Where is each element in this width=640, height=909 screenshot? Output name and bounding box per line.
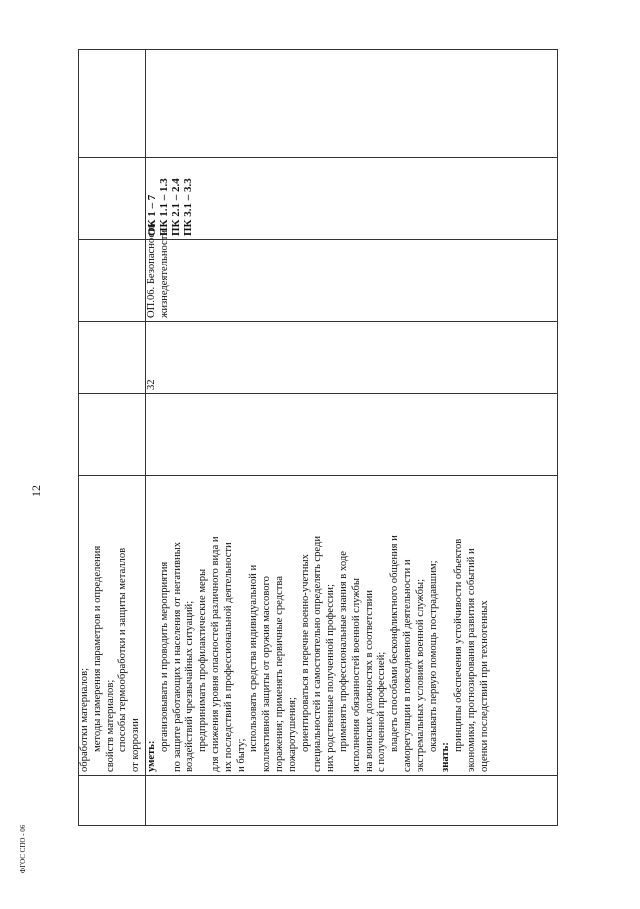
discipline-lines xyxy=(146,223,172,318)
empty-cell-main xyxy=(146,50,558,158)
text-line: на воинских должностях в соответствии xyxy=(363,590,375,772)
footer-label: ФГОС СПО - 06 xyxy=(19,824,27,874)
table-row-continuation xyxy=(79,50,146,826)
skills-lines xyxy=(159,479,441,772)
competency-code: ПК 1.1 – 1.3 xyxy=(158,178,170,236)
discipline-line: жизнедеятельности xyxy=(158,229,170,318)
text-line: обработки материалов; xyxy=(79,667,90,772)
curriculum-table xyxy=(78,49,558,826)
text-line: методы измерения параметров и определения xyxy=(91,545,103,752)
competency-code: ПК 3.1 – 3.3 xyxy=(182,178,194,236)
text-line: владеть способами бесконфликтного общения и xyxy=(389,535,401,752)
discipline-cell xyxy=(146,223,558,322)
text-line: оценки последствий при техногенных xyxy=(478,600,490,772)
text-line: предпринимать профилактические меры xyxy=(197,568,209,752)
competency-code: ПК 2.1 – 2.4 xyxy=(170,178,182,236)
knowledge-heading: знать: xyxy=(440,742,452,772)
discipline-line: ОП.06. Безопасность xyxy=(146,223,157,318)
empty-cell-top-5 xyxy=(79,50,146,158)
hours-cell: 32 xyxy=(146,322,558,394)
empty-cell-top-4 xyxy=(79,158,146,240)
text-line: коллективной защиты от оружия массового xyxy=(261,576,273,772)
page-number: 12 xyxy=(29,485,43,497)
text-line: экономики, прогнозирования развития событий и xyxy=(465,548,477,772)
content-cell-main xyxy=(146,476,558,776)
max-hours-cell xyxy=(146,394,558,476)
text-line: с полученной профессией; xyxy=(376,651,388,772)
text-line: принципы обеспечения устойчивости объектов xyxy=(453,538,465,752)
content-cell-top xyxy=(79,476,146,776)
table-row-safety xyxy=(146,50,558,826)
rotated-table-wrapper xyxy=(78,50,558,826)
empty-cell-top-1 xyxy=(79,394,146,476)
empty-cell-top-3 xyxy=(79,240,146,322)
text-line: экстремальных условиях военной службы; xyxy=(414,578,426,772)
text-line: оказывать первую помощь пострадавшим; xyxy=(427,560,439,752)
text-line: по защите работающих и населения от негативных xyxy=(171,541,183,772)
text-line: исполнения обязанностей военной службы xyxy=(350,578,362,772)
text-line: способы термообработки и защиты металлов xyxy=(117,547,129,752)
text-line: ориентироваться в перечне военно-учетных xyxy=(299,554,311,752)
knowledge-lines xyxy=(453,479,491,772)
top-lines xyxy=(79,479,143,772)
text-line: воздействий чрезвычайных ситуаций; xyxy=(184,600,196,772)
text-line: и быту; xyxy=(235,738,247,772)
text-line: использовать средства индивидуальной и xyxy=(248,564,260,752)
text-line: свойств материалов; xyxy=(104,679,116,772)
competencies-lines xyxy=(146,161,194,236)
text-line: их последствий в профессиональной деятельности xyxy=(222,542,234,772)
empty-cell-top-2 xyxy=(79,322,146,394)
text-line: для снижения уровня опасностей различного вида и xyxy=(209,536,221,772)
competencies-cell xyxy=(146,158,558,240)
index-cell-top xyxy=(79,776,146,826)
skills-heading: уметь: xyxy=(146,740,157,772)
text-line: от коррозии xyxy=(130,718,142,772)
index-cell-main xyxy=(146,776,558,826)
text-line: саморегуляции в повседневной деятельности и xyxy=(401,559,413,772)
text-line: них родственные полученной профессии; xyxy=(325,584,337,772)
text-line: организовывать и проводить мероприятия xyxy=(158,561,170,752)
competency-code: ОК 1 – 7 xyxy=(146,194,158,236)
text-line: специальностей и самостоятельно определять среди xyxy=(312,535,324,772)
text-line: применять профессиональные знания в ходе xyxy=(337,551,349,752)
text-line: поражения; применять первичные средства xyxy=(273,576,285,772)
text-line: пожаротушения; xyxy=(286,697,298,772)
